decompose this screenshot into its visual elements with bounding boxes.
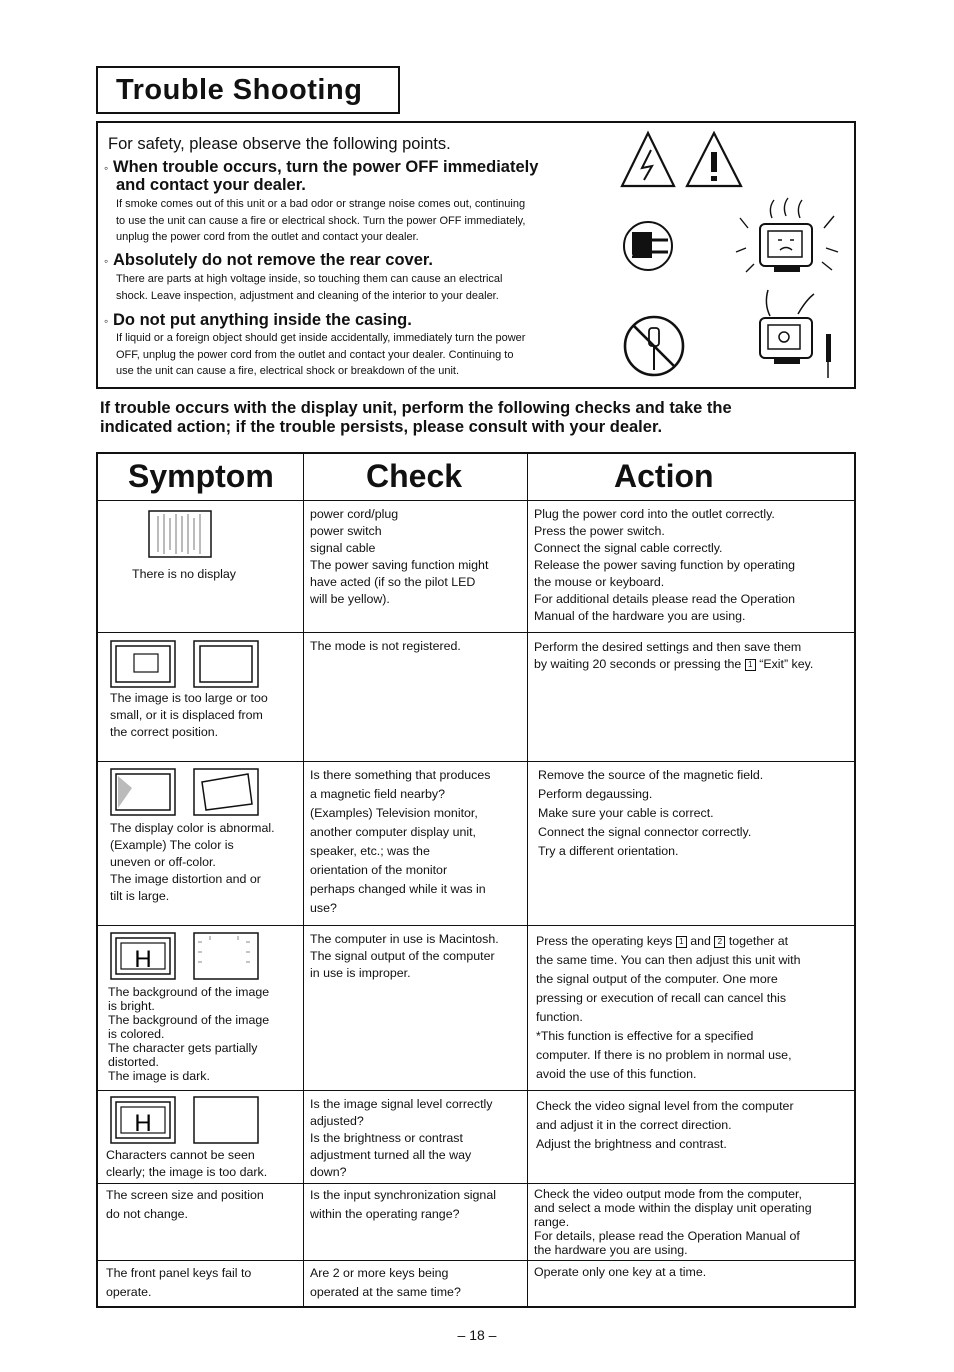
h-letter-1: H [134,946,152,973]
monitor-opening-icon [760,290,831,378]
row4-check: The computer in use is Macintosh. The signal output of the computer in use is improper. [310,932,499,980]
safety-body-3: If liquid or a foreign object should get inside accidentally, immediately turn the power OFF, unplug the power cord from the outlet and contact your dealer. Continuing to use the unit can cause a fire, electrical shock or breakdown of the unit. [116,332,526,377]
safety-body-2: There are parts at high voltage inside, so touching them can cause an electrical shock. Leave inspection, adjustment and cleaning of the interior to your dealer. [116,273,503,302]
safety-heading-2: ◦ Absolutely do not remove the rear cover. [104,251,434,269]
row3-symptom: The display color is abnormal. (Example) The color is uneven or off-color. The image distortion and or tilt is large. [110,821,275,903]
color-distortion-screen-icon [110,768,260,818]
safety-heading-1: ◦ When trouble occurs, turn the power OFF immediately and contact your dealer. [104,158,539,194]
row7-check: Are 2 or more keys being operated at the same time? [310,1266,461,1299]
row3-check: Is there something that produces a magnetic field nearby? (Examples) Television monitor, another computer display unit, speaker, etc.; was the orientation of the monitor perhaps changed while it was in use? [310,768,491,915]
safety-intro: For safety, please observe the following points. [108,135,451,153]
safety-heading-3: ◦ Do not put anything inside the casing. [104,311,412,329]
row5-action: Check the video signal level from the computer and adjust it in the correct direction. Adjust the brightness and contrast. [536,1099,794,1151]
row6-action: Check the video output mode from the computer, and select a mode within the display unit operating range. For details, please read the Operation Manual of the hardware you are using. [534,1187,812,1257]
row2-check: The mode is not registered. [310,639,461,653]
dark-screen-icon [110,1096,260,1146]
row6-symptom: The screen size and position do not change. [106,1188,264,1221]
row1-action: Plug the power cord into the outlet correctly. Press the power switch. Connect the signal cable correctly. Release the power saving function by operating the mouse or keyboard. For additional details please read the Operation Manual of the hardware you are using. [534,507,796,623]
row5-symptom: Characters cannot be seen clearly; the image is too dark. [106,1148,268,1179]
smoking-monitor-icon [736,198,838,272]
background-screen-icon [110,932,260,982]
row2-symptom: The image is too large or too small, or it is displaced from the correct position. [110,691,268,739]
row4-symptom: The background of the image is bright. The background of the image is colored. The character gets partially distorted. The image is dark. [108,985,270,1083]
size-position-screen-icon [110,640,260,688]
safety-illustrations [618,128,852,386]
page-number: – 18 – [457,1327,497,1343]
key-1-icon: 1 [745,659,756,671]
prohibited-icon [625,317,683,375]
row7-symptom: The front panel keys fail to operate. [106,1266,252,1299]
safety-body-1: If smoke comes out of this unit or a bad odor or strange noise comes out, continuing to use the unit can cause a fire or electrical shock. Turn the power OFF immediately, unplug the power cord from the outlet and contact your dealer. [116,198,526,243]
header-symptom: Symptom [128,458,274,494]
unplug-icon [624,222,672,270]
troubleshooting-table [96,452,856,1308]
no-display-screen-icon [148,510,212,558]
row4-action: Press the operating keys 1 and 2 together at the same time. You can then adjust this unit with the signal output of the computer. One more pressing or execution of recall can cancel this function. *This function is effective for a specified computer. If there is no problem in normal use, avoid the use of this function. [536,934,801,1081]
row3-action: Remove the source of the magnetic field. Perform degaussing. Make sure your cable is correct. Connect the signal connector correctly. Try a different orientation. [538,768,764,858]
h-letter-2: H [134,1110,152,1137]
row1-check: power cord/plug power switch signal cable The power saving function might have acted (if so the pilot LED will be yellow). [310,507,489,606]
title-box [96,66,400,114]
header-action: Action [614,458,714,494]
key-2-icon: 2 [714,936,725,948]
header-check: Check [366,458,463,494]
caution-warning-icon [687,133,741,186]
electric-warning-icon [622,133,674,186]
row2-action: Perform the desired settings and then save them by waiting 20 seconds or pressing the 1 “Exit” key. [534,640,814,671]
row1-symptom: There is no display [132,567,236,581]
row6-check: Is the input synchronization signal within the operating range? [310,1188,496,1221]
instruction-text: If trouble occurs with the display unit, perform the following checks and take the indicated action; if the trouble persists, please consult with your dealer. [100,399,732,436]
row5-check: Is the image signal level correctly adjusted? Is the brightness or contrast adjustment turned all the way down? [310,1097,493,1179]
row7-action: Operate only one key at a time. [534,1265,707,1279]
page-title: Trouble Shooting [116,74,363,106]
key-1-icon: 1 [676,936,687,948]
